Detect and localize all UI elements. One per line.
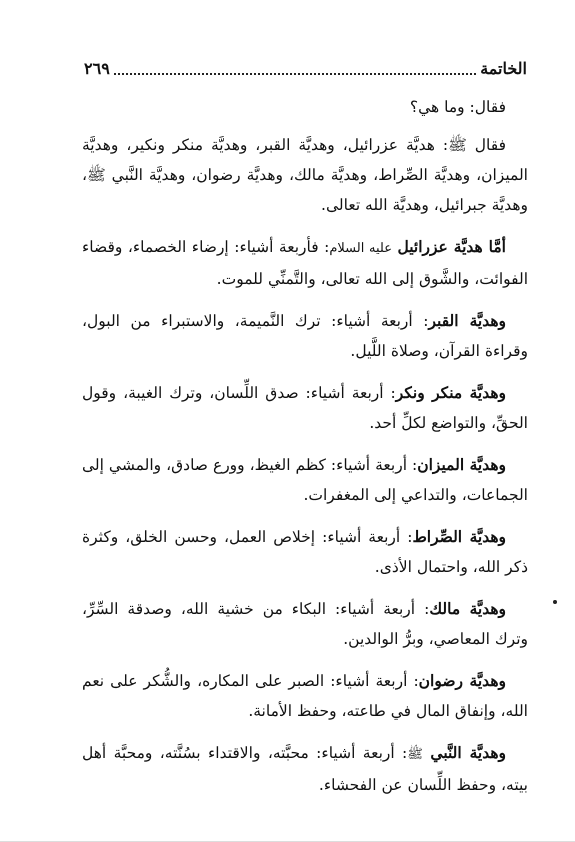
paragraph bbox=[82, 306, 528, 366]
page-number: ٢٦٩ bbox=[84, 59, 110, 78]
paragraph-lead: وهديَّة الميزان bbox=[417, 455, 507, 474]
paragraph-lead: وهديَّة منكر ونكر bbox=[395, 383, 506, 402]
paragraph-text: : أربعة أشياء: إخلاص العمل، وحسن الخلق، وكثرة ذكر الله، واحتمال الأذى. bbox=[82, 528, 528, 576]
paragraph bbox=[82, 522, 528, 582]
paragraph-text: : أربعة أشياء: صدق اللِّسان، وترك الغيبة، وقول الحقِّ، والتواضع لكلِّ أحد. bbox=[82, 384, 528, 432]
paragraph bbox=[82, 594, 528, 654]
paragraph-text: : أربعة أشياء: الصبر على المكاره، والشُّكر على نعم الله، وإنفاق المال في طاعته، وحفظ الأمانة. bbox=[82, 672, 528, 720]
paragraph-text: : فأربعة أشياء: إرضاء الخصماء، وقضاء الفوائت، والشَّوق إلى الله تعالى، والتَّمنِّي للموت. bbox=[82, 238, 528, 288]
paragraph-text: : أربعة أشياء: محبَّته، والاقتداء بسُنَّته، ومحبَّة أهل بيته، وحفظ اللِّسان عن الفحشاء. bbox=[82, 744, 528, 794]
running-header bbox=[84, 58, 527, 80]
margin-dot bbox=[553, 600, 557, 604]
paragraph-text: : أربعة أشياء: ترك النَّميمة، والاستبراء من البول، وقراءة القرآن، وصلاة اللَّيل. bbox=[82, 312, 528, 360]
leader-dots bbox=[114, 73, 476, 75]
main-text bbox=[82, 92, 528, 812]
paragraph bbox=[82, 92, 528, 122]
paragraph bbox=[82, 738, 528, 800]
paragraph-text: فقال ﷺ: هديَّة عزرائيل، وهديَّة القبر، وهديَّة منكر ونكير، وهديَّة الميزان، وهديَّة الصِّراط، وهديَّة مالك، وهديَّة رضوان، وهديَّة النَّبي ﷺ، وهديَّة جبرائيل، وهديَّة الله تعالى. bbox=[82, 136, 528, 214]
paragraph bbox=[82, 232, 528, 294]
honorific-mark: عليه السلام bbox=[329, 241, 392, 256]
paragraph bbox=[82, 666, 528, 726]
paragraph-text: : أربعة أشياء: كظم الغيظ، وورع صادق، والمشي إلى الجماعات، والتداعي إلى المغفرات. bbox=[82, 456, 528, 504]
paragraph-lead: وهديَّة مالك bbox=[429, 599, 506, 618]
honorific-mark: ﷺ bbox=[407, 747, 424, 762]
chapter-title: الخاتمة bbox=[480, 59, 527, 78]
paragraph-lead: وهديَّة النَّبي bbox=[430, 743, 506, 762]
paragraph-lead: وهديَّة القبر bbox=[428, 311, 506, 330]
paragraph bbox=[82, 130, 528, 220]
paragraph-lead: أمَّا هديَّة عزرائيل bbox=[397, 237, 506, 256]
paragraph bbox=[82, 378, 528, 438]
paragraph bbox=[82, 450, 528, 510]
paragraph-lead: وهديَّة الصِّراط bbox=[412, 527, 506, 546]
paragraph-lead: وهديَّة رضوان bbox=[418, 671, 506, 690]
paragraph-text: : أربعة أشياء: البكاء من خشية الله، وصدقة السِّرِّ، وترك المعاصي، وبرُّ الوالدين. bbox=[82, 600, 528, 648]
paragraph-text: فقال: وما هي؟ bbox=[409, 98, 506, 116]
